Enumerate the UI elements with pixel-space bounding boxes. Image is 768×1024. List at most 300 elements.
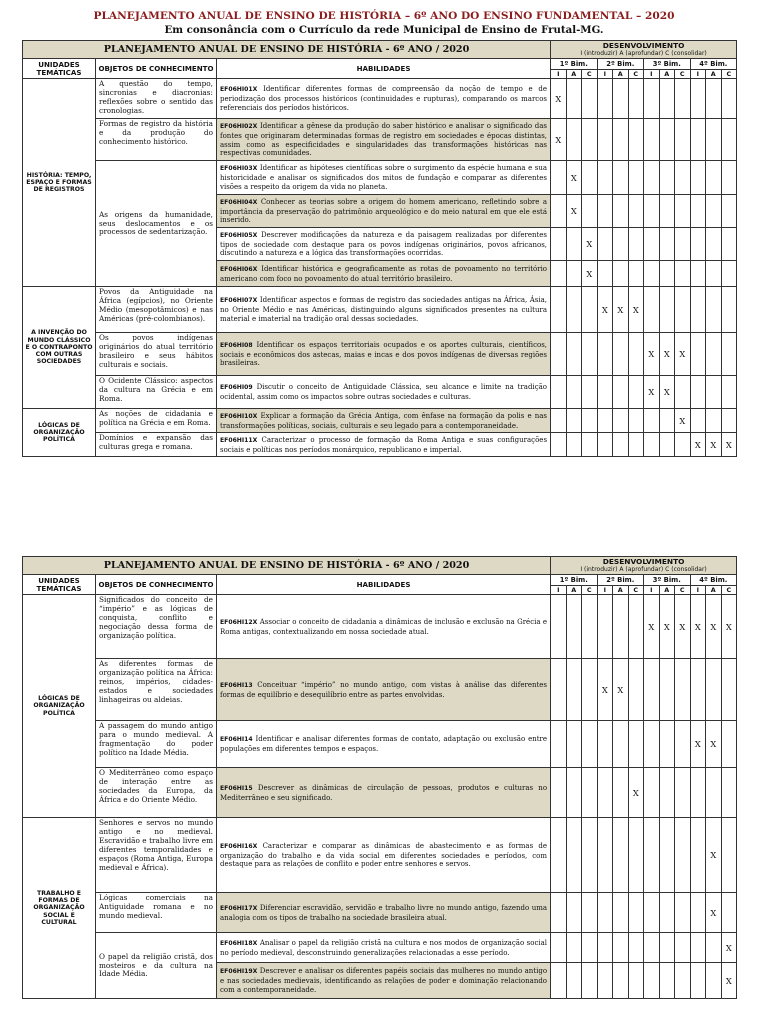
stage-mark bbox=[551, 287, 567, 333]
stage-mark bbox=[628, 433, 644, 457]
skill-text: Descrever e analisar os diferentes papéis sociais das mulheres no mundo antigo e nas sociedades medievais, identificando as relações de poder e dominação relacionando com a contemporaneidade. bbox=[220, 967, 548, 994]
skill-text: Conhecer as teorias sobre a origem do homem americano, refletindo sobre a importância da preservação do patrimônio arqueológico e do meio natural em que ele está inserido. bbox=[220, 197, 548, 225]
stage-mark bbox=[659, 768, 675, 818]
skill-code: EF06HI13 bbox=[220, 681, 253, 689]
knowledge-object: Povos da Antiguidade na África (egípcios), no Oriente Médio (mesopotâmicos) e nas Américas (pré-colombianos). bbox=[96, 287, 217, 333]
skill-cell bbox=[217, 161, 551, 195]
skill-row bbox=[23, 768, 737, 818]
stage-mark bbox=[566, 228, 582, 261]
stage-mark bbox=[644, 433, 660, 457]
stage-mark bbox=[597, 768, 613, 818]
stage-mark bbox=[582, 409, 598, 433]
stage-mark bbox=[628, 721, 644, 768]
skill-row bbox=[23, 79, 737, 119]
objetos-header: OBJETOS DE CONHECIMENTO bbox=[96, 575, 217, 595]
stage-mark: X bbox=[551, 79, 567, 119]
stage-mark bbox=[644, 261, 660, 287]
stage-mark bbox=[613, 818, 629, 893]
stage-mark bbox=[551, 409, 567, 433]
stage-mark bbox=[675, 261, 691, 287]
stage-mark bbox=[706, 161, 722, 195]
skill-code: EF06HI05X bbox=[220, 231, 258, 239]
stage-mark bbox=[597, 228, 613, 261]
stage-mark bbox=[613, 433, 629, 457]
skill-text: Identificar histórica e geograficamente as rotas de povoamento no território americano com foco no povoamento do atual território brasileiro. bbox=[220, 264, 548, 283]
skill-code: EF06HI11X bbox=[220, 436, 258, 444]
skill-row bbox=[23, 376, 737, 409]
stage-mark bbox=[551, 595, 567, 659]
stage-mark bbox=[613, 119, 629, 161]
skill-cell bbox=[217, 721, 551, 768]
stage-mark bbox=[675, 161, 691, 195]
skill-code: EF06HI14 bbox=[220, 736, 253, 744]
skill-cell bbox=[217, 933, 551, 963]
stage-mark bbox=[551, 261, 567, 287]
stage-mark: X bbox=[675, 595, 691, 659]
stage-mark bbox=[706, 79, 722, 119]
stage-mark bbox=[659, 261, 675, 287]
stage-mark bbox=[675, 721, 691, 768]
skill-cell bbox=[217, 333, 551, 376]
stage-header: A bbox=[659, 586, 675, 595]
knowledge-object: Domínios e expansão das culturas grega e romana. bbox=[96, 433, 217, 457]
stage-mark bbox=[675, 893, 691, 933]
stage-mark bbox=[659, 893, 675, 933]
skill-row bbox=[23, 595, 737, 659]
stage-mark bbox=[628, 933, 644, 963]
stage-mark: X bbox=[659, 595, 675, 659]
stage-mark bbox=[628, 818, 644, 893]
stage-mark bbox=[613, 261, 629, 287]
stage-mark: X bbox=[597, 659, 613, 721]
stage-mark bbox=[690, 261, 706, 287]
skill-cell bbox=[217, 409, 551, 433]
development-header bbox=[551, 557, 737, 575]
skill-row bbox=[23, 333, 737, 376]
skill-cell bbox=[217, 79, 551, 119]
skill-row bbox=[23, 818, 737, 893]
skill-code: EF06HI03X bbox=[220, 165, 258, 173]
stage-mark bbox=[659, 79, 675, 119]
skill-text: Explicar a formação da Grécia Antiga, com ênfase na formação da polis e nas transformações políticas, sociais, culturais e seu legado para a contemporaneidade. bbox=[220, 411, 548, 430]
stage-mark bbox=[582, 721, 598, 768]
stage-mark bbox=[551, 659, 567, 721]
skill-code: EF06HI17X bbox=[220, 904, 258, 912]
stage-mark bbox=[613, 933, 629, 963]
stage-mark bbox=[690, 963, 706, 999]
skill-text: Identificar e analisar diferentes formas de contato, adaptação ou exclusão entre populações em diferentes tempos e espaços. bbox=[220, 735, 548, 753]
stage-mark bbox=[566, 409, 582, 433]
stage-header: C bbox=[721, 586, 737, 595]
stage-mark bbox=[644, 721, 660, 768]
stage-mark bbox=[628, 333, 644, 376]
stage-mark: X bbox=[706, 433, 722, 457]
stage-mark bbox=[597, 933, 613, 963]
stage-mark: X bbox=[628, 287, 644, 333]
knowledge-object: As noções de cidadania e política na Grécia e em Roma. bbox=[96, 409, 217, 433]
development-legend: I (introduzir) A (aprofundar) C (consolidar) bbox=[580, 565, 707, 573]
stage-mark bbox=[721, 79, 737, 119]
stage-header: C bbox=[675, 70, 691, 79]
stage-mark bbox=[566, 721, 582, 768]
skill-text: Descrever as dinâmicas de circulação de pessoas, produtos e culturas no Mediterrâneo e seu significado. bbox=[220, 783, 548, 802]
stage-mark bbox=[644, 768, 660, 818]
stage-mark: X bbox=[675, 333, 691, 376]
stage-header: C bbox=[628, 586, 644, 595]
habilidades-header: HABILIDADES bbox=[217, 59, 551, 79]
stage-mark bbox=[644, 195, 660, 228]
stage-mark bbox=[582, 963, 598, 999]
skill-row bbox=[23, 933, 737, 963]
stage-mark bbox=[613, 893, 629, 933]
header-row bbox=[23, 59, 737, 70]
stage-mark bbox=[597, 433, 613, 457]
stage-mark: X bbox=[551, 119, 567, 161]
skill-code: EF06HI19X bbox=[220, 968, 258, 976]
stage-mark bbox=[628, 893, 644, 933]
stage-mark bbox=[566, 287, 582, 333]
stage-mark bbox=[613, 768, 629, 818]
stage-mark bbox=[706, 933, 722, 963]
planning-table bbox=[22, 556, 737, 999]
stage-mark bbox=[582, 893, 598, 933]
skill-row bbox=[23, 659, 737, 721]
stage-mark bbox=[613, 79, 629, 119]
skill-code: EF06HI10X bbox=[220, 412, 258, 420]
stage-mark bbox=[597, 333, 613, 376]
stage-mark: X bbox=[582, 228, 598, 261]
stage-header: A bbox=[566, 586, 582, 595]
knowledge-object: Os povos indígenas originários do atual território brasileiro e seus hábitos culturais e sociais. bbox=[96, 333, 217, 376]
knowledge-object: Lógicas comerciais na Antiguidade romana e no mundo medieval. bbox=[96, 893, 217, 933]
bimestre-header: 2º Bim. bbox=[597, 575, 644, 586]
stage-mark bbox=[675, 659, 691, 721]
stage-mark bbox=[551, 376, 567, 409]
stage-mark bbox=[706, 228, 722, 261]
skill-text: Discutir o conceito de Antiguidade Clássica, seu alcance e limite na tradição ocidental, assim como os impactos sobre outras sociedades e culturas. bbox=[220, 383, 548, 401]
stage-mark bbox=[644, 228, 660, 261]
stage-mark bbox=[613, 195, 629, 228]
stage-mark bbox=[690, 818, 706, 893]
stage-mark bbox=[566, 333, 582, 376]
stage-mark bbox=[659, 433, 675, 457]
stage-mark bbox=[644, 893, 660, 933]
header-row bbox=[23, 41, 737, 59]
skill-code: EF06HI09 bbox=[220, 384, 253, 392]
development-title: DESENVOLVIMENTO bbox=[602, 40, 685, 50]
stage-header: I bbox=[690, 586, 706, 595]
stage-mark bbox=[582, 433, 598, 457]
knowledge-object: As origens da humanidade, seus deslocamentos e os processos de sedentarização. bbox=[96, 161, 217, 287]
skill-text: Identificar as hipóteses científicas sobre o surgimento da espécie humana e sua historicidade e analisar os significados dos mitos de fundação e comparar as diferentes visões a respeito da origem da vida no planeta. bbox=[220, 164, 548, 191]
stage-mark bbox=[582, 119, 598, 161]
document-title: PLANEJAMENTO ANUAL DE ENSINO DE HISTÓRIA – 6º ANO DO ENSINO FUNDAMENTAL – 2020 bbox=[93, 10, 675, 22]
planning-table bbox=[22, 40, 737, 457]
knowledge-object: O Ocidente Clássico: aspectos da cultura na Grécia e em Roma. bbox=[96, 376, 217, 409]
skill-text: Caracterizar e comparar as dinâmicas de abastecimento e as formas de organização do trabalho e da vida social em diferentes sociedades e períodos, com destaque para as relações de conflito e poder entre senhores e servos. bbox=[220, 841, 548, 869]
stage-mark: X bbox=[582, 261, 598, 287]
stage-header: A bbox=[706, 70, 722, 79]
stage-header: C bbox=[628, 70, 644, 79]
skill-text: Identificar a gênese da produção do saber histórico e analisar o significado das fontes que originaram determinadas formas de registro em sociedades e épocas distintas, assim como as especificidades e singularidades das transformações históricas nas respectivas comunidades. bbox=[220, 122, 548, 158]
stage-mark bbox=[566, 963, 582, 999]
knowledge-object: Senhores e servos no mundo antigo e no medieval. Escravidão e trabalho livre em diferentes temporalidades e espaços (Roma Antiga, Europa medieval e África). bbox=[96, 818, 217, 893]
stage-mark bbox=[706, 195, 722, 228]
bimestre-header: 3º Bim. bbox=[644, 575, 691, 586]
skill-row bbox=[23, 433, 737, 457]
stage-mark bbox=[597, 161, 613, 195]
skill-code: EF06HI04X bbox=[220, 198, 258, 206]
stage-mark: X bbox=[659, 376, 675, 409]
stage-mark: X bbox=[690, 721, 706, 768]
stage-mark bbox=[659, 818, 675, 893]
objetos-header: OBJETOS DE CONHECIMENTO bbox=[96, 59, 217, 79]
stage-mark bbox=[659, 659, 675, 721]
skill-code: EF06HI01X bbox=[220, 86, 258, 94]
skill-row bbox=[23, 161, 737, 195]
stage-mark bbox=[690, 409, 706, 433]
skill-code: EF06HI18X bbox=[220, 939, 258, 947]
stage-mark bbox=[659, 963, 675, 999]
stage-mark bbox=[675, 119, 691, 161]
development-header bbox=[551, 41, 737, 59]
stage-mark bbox=[721, 195, 737, 228]
skill-code: EF06HI02X bbox=[220, 123, 258, 131]
stage-mark bbox=[721, 409, 737, 433]
stage-mark bbox=[551, 333, 567, 376]
stage-mark bbox=[675, 433, 691, 457]
stage-header: I bbox=[644, 586, 660, 595]
knowledge-object: O Mediterrâneo como espaço de interação entre as sociedades da Europa, da África e do Oriente Médio. bbox=[96, 768, 217, 818]
stage-mark: X bbox=[597, 287, 613, 333]
stage-mark bbox=[582, 376, 598, 409]
stage-mark bbox=[597, 119, 613, 161]
skill-row bbox=[23, 409, 737, 433]
stage-mark bbox=[706, 376, 722, 409]
stage-mark bbox=[706, 119, 722, 161]
stage-mark bbox=[644, 818, 660, 893]
development-legend: I (introduzir) A (aprofundar) C (consolidar) bbox=[580, 49, 707, 57]
stage-mark: X bbox=[613, 659, 629, 721]
bimestre-header: 4º Bim. bbox=[690, 575, 737, 586]
stage-mark bbox=[675, 818, 691, 893]
stage-mark: X bbox=[566, 161, 582, 195]
stage-mark bbox=[659, 409, 675, 433]
stage-header: C bbox=[675, 586, 691, 595]
stage-mark bbox=[690, 79, 706, 119]
skill-cell bbox=[217, 893, 551, 933]
stage-mark bbox=[675, 963, 691, 999]
sheet-title: PLANEJAMENTO ANUAL DE ENSINO DE HISTÓRIA - 6º ANO / 2020 bbox=[23, 557, 551, 575]
stage-mark bbox=[675, 287, 691, 333]
stage-mark bbox=[644, 287, 660, 333]
stage-mark bbox=[659, 228, 675, 261]
stage-mark bbox=[675, 195, 691, 228]
stage-mark bbox=[659, 161, 675, 195]
stage-mark bbox=[582, 161, 598, 195]
stage-mark bbox=[675, 79, 691, 119]
stage-mark bbox=[706, 287, 722, 333]
skill-cell bbox=[217, 659, 551, 721]
bimestre-header: 2º Bim. bbox=[597, 59, 644, 70]
bimestre-header: 1º Bim. bbox=[551, 575, 598, 586]
stage-mark bbox=[690, 933, 706, 963]
skill-text: Associar o conceito de cidadania a dinâmicas de inclusão e exclusão na Grécia e Roma antigas, contextualizando em nossa sociedade atual. bbox=[220, 617, 548, 636]
skill-text: Descrever modificações da natureza e da paisagem realizadas por diferentes tipos de sociedade com destaque para os povos indígenas originários, povos africanos, discutindo a natureza e a lógica das transformações ocorridas. bbox=[220, 230, 548, 258]
thematic-unit: TRABALHO E FORMAS DE ORGANIZAÇÃO SOCIAL E CULTURAL bbox=[23, 818, 96, 999]
stage-mark bbox=[582, 79, 598, 119]
stage-mark bbox=[551, 933, 567, 963]
stage-mark: X bbox=[644, 595, 660, 659]
stage-mark bbox=[628, 161, 644, 195]
stage-mark bbox=[566, 433, 582, 457]
stage-mark bbox=[551, 818, 567, 893]
skill-cell bbox=[217, 228, 551, 261]
stage-mark bbox=[690, 333, 706, 376]
stage-mark bbox=[721, 818, 737, 893]
stage-mark bbox=[706, 768, 722, 818]
stage-header: I bbox=[644, 70, 660, 79]
skill-text: Identificar diferentes formas de compreensão da noção de tempo e de periodização dos processos históricos (continuidades e rupturas), comparando os marcos referenciais dos períodos históricos. bbox=[220, 85, 548, 112]
stage-mark bbox=[675, 228, 691, 261]
stage-mark bbox=[551, 963, 567, 999]
habilidades-header: HABILIDADES bbox=[217, 575, 551, 595]
stage-mark bbox=[628, 963, 644, 999]
stage-mark bbox=[690, 768, 706, 818]
skill-code: EF06HI15 bbox=[220, 784, 253, 792]
stage-mark bbox=[566, 595, 582, 659]
stage-header: I bbox=[551, 70, 567, 79]
stage-mark bbox=[613, 409, 629, 433]
stage-mark bbox=[706, 333, 722, 376]
knowledge-object: A questão do tempo, sincronias e diacronias: reflexões sobre o sentido das cronologias. bbox=[96, 79, 217, 119]
stage-mark bbox=[644, 79, 660, 119]
thematic-unit: A INVENÇÃO DO MUNDO CLÁSSICO E O CONTRAPONTO COM OUTRAS SOCIEDADES bbox=[23, 287, 96, 409]
skill-text: Analisar o papel da religião cristã na cultura e nos modos de organização social no período medieval, desconstruindo generalizações relacionadas a esse período. bbox=[220, 938, 548, 957]
unidades-header: UNIDADES TEMÁTICAS bbox=[23, 59, 96, 79]
stage-mark bbox=[597, 893, 613, 933]
stage-mark bbox=[628, 659, 644, 721]
stage-header: A bbox=[706, 586, 722, 595]
stage-mark bbox=[551, 721, 567, 768]
skill-code: EF06HI12X bbox=[220, 618, 258, 626]
stage-mark bbox=[721, 161, 737, 195]
stage-header: A bbox=[659, 70, 675, 79]
stage-mark bbox=[706, 261, 722, 287]
stage-mark bbox=[721, 768, 737, 818]
skill-code: EF06HI08 bbox=[220, 341, 253, 349]
skill-row bbox=[23, 893, 737, 933]
stage-mark bbox=[644, 161, 660, 195]
thematic-unit: LÓGICAS DE ORGANIZAÇÃO POLÍTICA bbox=[23, 595, 96, 818]
stage-mark bbox=[613, 963, 629, 999]
stage-mark bbox=[566, 79, 582, 119]
stage-mark bbox=[628, 195, 644, 228]
skill-code: EF06HI06X bbox=[220, 265, 258, 273]
stage-mark bbox=[659, 287, 675, 333]
stage-mark bbox=[613, 161, 629, 195]
stage-mark bbox=[613, 333, 629, 376]
knowledge-object: O papel da religião cristã, dos mosteiros e da cultura na Idade Média. bbox=[96, 933, 217, 999]
stage-mark bbox=[644, 933, 660, 963]
stage-mark: X bbox=[706, 595, 722, 659]
skill-cell bbox=[217, 261, 551, 287]
stage-mark bbox=[721, 893, 737, 933]
stage-mark bbox=[582, 659, 598, 721]
stage-mark bbox=[675, 933, 691, 963]
skill-cell bbox=[217, 963, 551, 999]
stage-mark: X bbox=[566, 195, 582, 228]
stage-mark bbox=[706, 659, 722, 721]
stage-mark: X bbox=[721, 433, 737, 457]
stage-mark bbox=[613, 376, 629, 409]
stage-mark bbox=[597, 963, 613, 999]
skill-cell bbox=[217, 433, 551, 457]
stage-mark bbox=[597, 195, 613, 228]
skill-cell bbox=[217, 376, 551, 409]
stage-mark: X bbox=[706, 721, 722, 768]
stage-mark bbox=[659, 195, 675, 228]
stage-mark bbox=[613, 721, 629, 768]
knowledge-object: A passagem do mundo antigo para o mundo medieval. A fragmentação do poder político na Idade Média. bbox=[96, 721, 217, 768]
stage-mark bbox=[566, 818, 582, 893]
stage-mark bbox=[582, 768, 598, 818]
stage-mark: X bbox=[690, 595, 706, 659]
stage-mark bbox=[566, 119, 582, 161]
stage-mark bbox=[566, 376, 582, 409]
skill-text: Identificar aspectos e formas de registro das sociedades antigas na África, Ásia, no Oriente Médio e nas Américas, distinguindo alguns significados presentes na cultura material e imaterial na tradição oral dessas sociedades. bbox=[220, 296, 548, 323]
stage-mark bbox=[628, 595, 644, 659]
bimestre-header: 3º Bim. bbox=[644, 59, 691, 70]
stage-header: I bbox=[690, 70, 706, 79]
stage-mark bbox=[597, 261, 613, 287]
bimestre-header: 1º Bim. bbox=[551, 59, 598, 70]
stage-mark bbox=[597, 721, 613, 768]
stage-mark bbox=[551, 228, 567, 261]
document-subtitle: Em consonância com o Currículo da rede Municipal de Ensino de Frutal-MG. bbox=[164, 24, 604, 36]
skill-text: Diferenciar escravidão, servidão e trabalho livre no mundo antigo, fazendo uma analogia com os tipos de trabalho na sociedade brasileira atual. bbox=[220, 903, 548, 922]
header-row bbox=[23, 557, 737, 575]
skill-text: Caracterizar o processo de formação da Roma Antiga e suas configurações sociais e políticas nos períodos monárquico, republicano e imperial. bbox=[220, 435, 548, 454]
stage-mark bbox=[644, 119, 660, 161]
stage-mark: X bbox=[628, 768, 644, 818]
stage-mark bbox=[690, 228, 706, 261]
knowledge-object: Significados do conceito de “império” e as lógicas de conquista, conflito e negociação dessa forma de organização política. bbox=[96, 595, 217, 659]
stage-mark bbox=[551, 161, 567, 195]
skill-cell bbox=[217, 195, 551, 228]
stage-mark bbox=[721, 721, 737, 768]
knowledge-object: As diferentes formas de organização política na África: reinos, impérios, cidades-estados e sociedades linhageiras ou aldeias. bbox=[96, 659, 217, 721]
stage-mark bbox=[675, 376, 691, 409]
stage-mark bbox=[721, 228, 737, 261]
stage-mark bbox=[551, 893, 567, 933]
stage-mark: X bbox=[644, 376, 660, 409]
stage-mark: X bbox=[706, 893, 722, 933]
stage-mark bbox=[690, 287, 706, 333]
stage-mark bbox=[597, 376, 613, 409]
stage-header: C bbox=[582, 586, 598, 595]
stage-mark bbox=[597, 818, 613, 893]
stage-mark: X bbox=[613, 287, 629, 333]
stage-mark bbox=[582, 333, 598, 376]
stage-mark bbox=[628, 228, 644, 261]
stage-mark bbox=[644, 409, 660, 433]
knowledge-object: Formas de registro da história e da produção do conhecimento histórico. bbox=[96, 119, 217, 161]
stage-mark bbox=[613, 595, 629, 659]
stage-mark bbox=[644, 963, 660, 999]
stage-mark bbox=[597, 409, 613, 433]
stage-header: C bbox=[721, 70, 737, 79]
